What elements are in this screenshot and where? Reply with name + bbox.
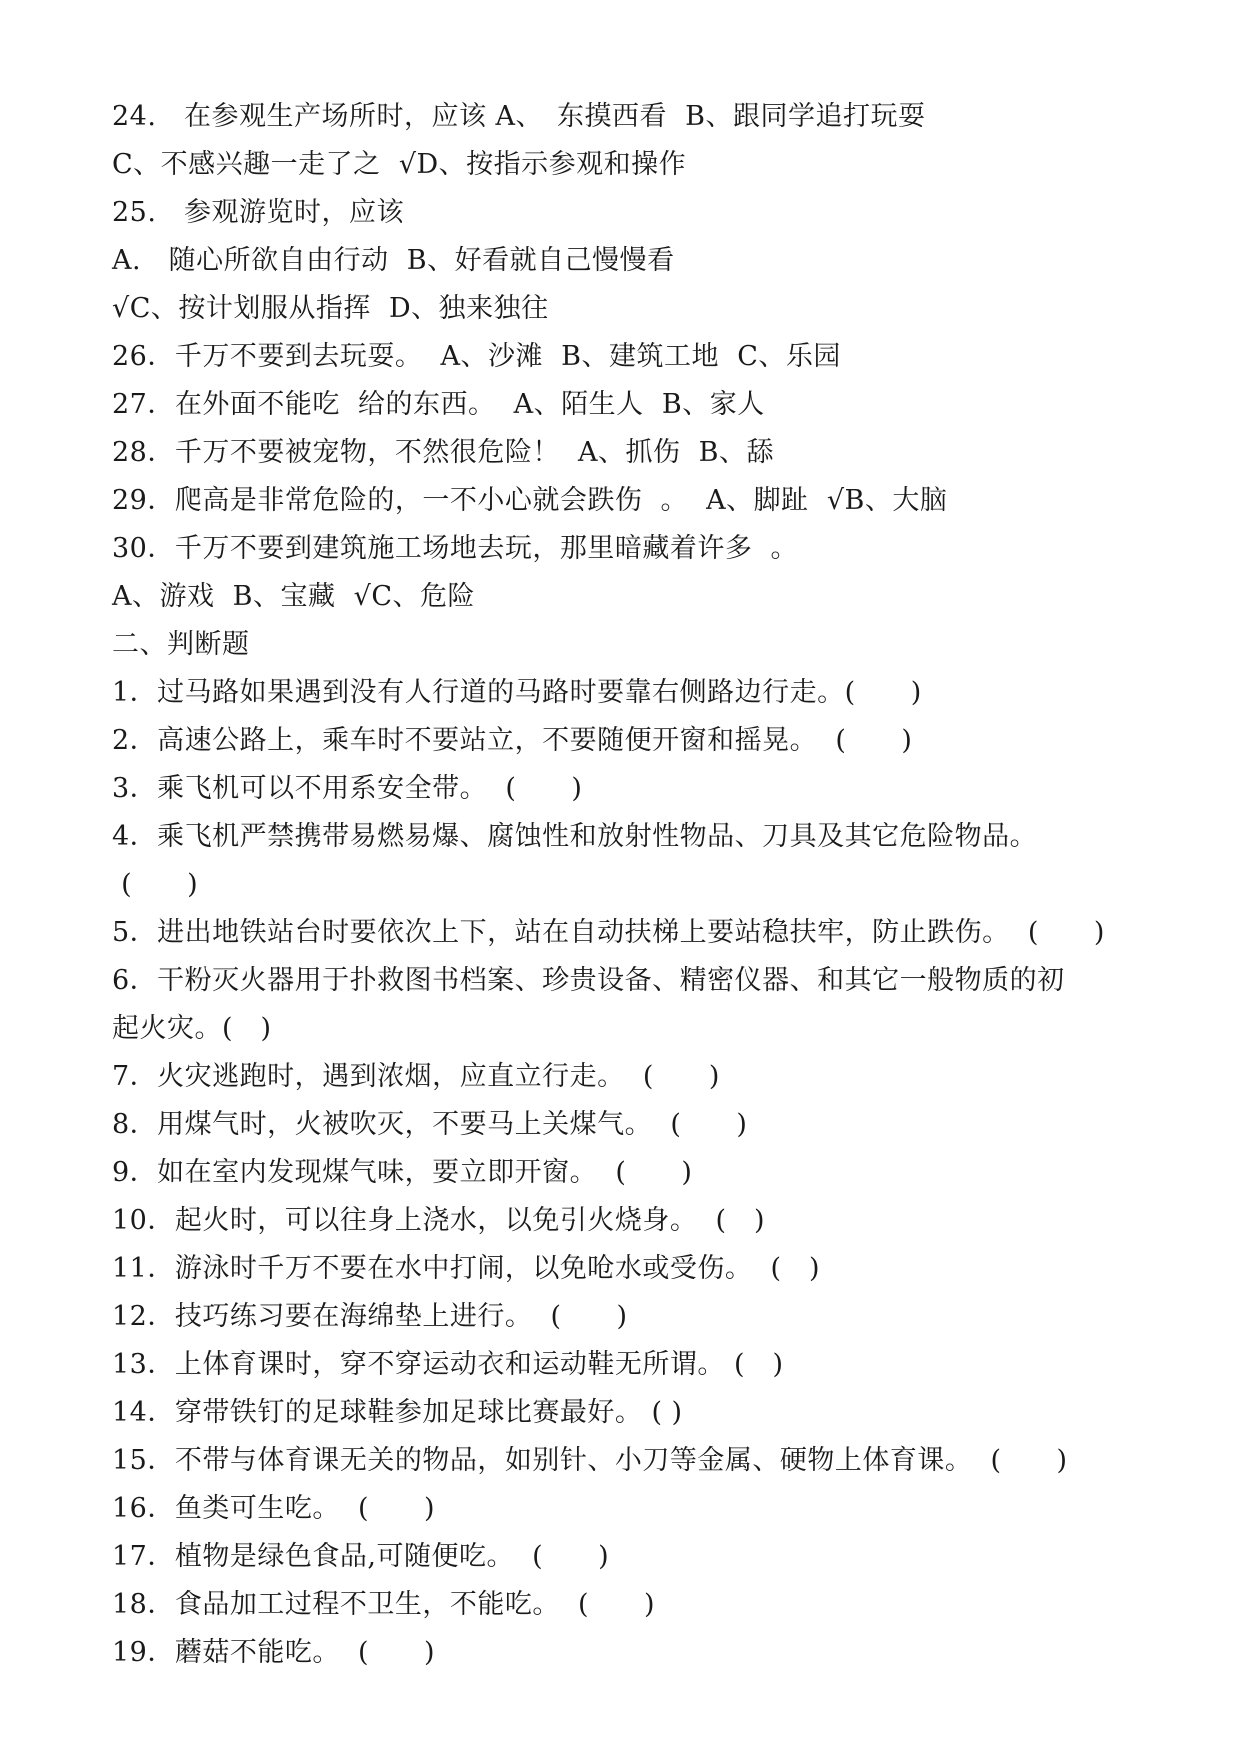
judgment-6-line-2: 起火灾。( ) xyxy=(112,1013,272,1044)
judgment-2: 2．高速公路上，乘车时不要站立，不要随便开窗和摇晃。 ( ) xyxy=(112,725,913,756)
judgment-11: 11．游泳时千万不要在水中打闹，以免呛水或受伤。 ( ) xyxy=(112,1253,821,1284)
judgment-14: 14．穿带铁钉的足球鞋参加足球比赛最好。 ( ) xyxy=(112,1397,683,1428)
question-30-line-1: 30．千万不要到建筑施工场地去玩，那里暗藏着许多 。 xyxy=(112,533,799,564)
question-30-line-2: A、游戏 B、宝藏 √C、危险 xyxy=(112,581,476,612)
judgment-13: 13．上体育课时，穿不穿运动衣和运动鞋无所谓。 ( ) xyxy=(112,1349,784,1380)
question-26: 26．千万不要到去玩耍。 A、沙滩 B、建筑工地 C、乐园 xyxy=(112,341,841,372)
question-27: 27．在外面不能吃 给的东西。 A、陌生人 B、家人 xyxy=(112,389,765,420)
judgment-6-line-1: 6．干粉灭火器用于扑救图书档案、珍贵设备、精密仪器、和其它一般物质的初 xyxy=(112,965,1065,996)
document-body xyxy=(112,93,1212,1677)
judgment-19: 19．蘑菇不能吃。 ( ) xyxy=(112,1637,436,1668)
judgment-15: 15．不带与体育课无关的物品，如别针、小刀等金属、硬物上体育课。 ( ) xyxy=(112,1445,1068,1476)
question-25-line-1: 25. 参观游览时，应该 xyxy=(112,197,404,228)
judgment-18: 18．食品加工过程不卫生，不能吃。 ( ) xyxy=(112,1589,656,1620)
judgment-1: 1．过马路如果遇到没有人行道的马路时要靠右侧路边行走。( ) xyxy=(112,677,922,708)
question-25-line-3: √C、按计划服从指挥 D、独来独往 xyxy=(112,293,549,324)
question-24-line-1: 24. 在参观生产场所时，应该 A、 东摸西看 B、跟同学追打玩耍 xyxy=(112,101,926,132)
section-heading: 二、判断题 xyxy=(112,629,250,660)
question-29: 29．爬高是非常危险的，一不小心就会跌伤 。 A、脚趾 √B、大脑 xyxy=(112,485,948,516)
judgment-17: 17．植物是绿色食品,可随便吃。 ( ) xyxy=(112,1541,610,1572)
judgment-5: 5．进出地铁站台时要依次上下，站在自动扶梯上要站稳扶牢，防止跌伤。 ( ) xyxy=(112,917,1105,948)
judgment-7: 7．火灾逃跑时，遇到浓烟，应直立行走。 ( ) xyxy=(112,1061,720,1092)
question-25-line-2: A. 随心所欲自由行动 B、好看就自己慢慢看 xyxy=(112,245,675,276)
judgment-16: 16．鱼类可生吃。 ( ) xyxy=(112,1493,436,1524)
judgment-10: 10．起火时，可以往身上浇水，以免引火烧身。 ( ) xyxy=(112,1205,766,1236)
judgment-9: 9．如在室内发现煤气味，要立即开窗。 ( ) xyxy=(112,1157,693,1188)
judgment-8: 8．用煤气时，火被吹灭，不要马上关煤气。 ( ) xyxy=(112,1109,748,1140)
judgment-12: 12．技巧练习要在海绵垫上进行。 ( ) xyxy=(112,1301,628,1332)
question-28: 28．千万不要被宠物，不然很危险！ A、抓伤 B、舔 xyxy=(112,437,775,468)
judgment-4-line-1: 4．乘飞机严禁携带易燃易爆、腐蚀性和放射性物品、刀具及其它危险物品。 xyxy=(112,821,1038,852)
question-24-line-2: C、不感兴趣一走了之 √D、按指示参观和操作 xyxy=(112,149,687,180)
judgment-3: 3．乘飞机可以不用系安全带。 ( ) xyxy=(112,773,583,804)
judgment-4-line-2: ( ) xyxy=(112,869,199,900)
